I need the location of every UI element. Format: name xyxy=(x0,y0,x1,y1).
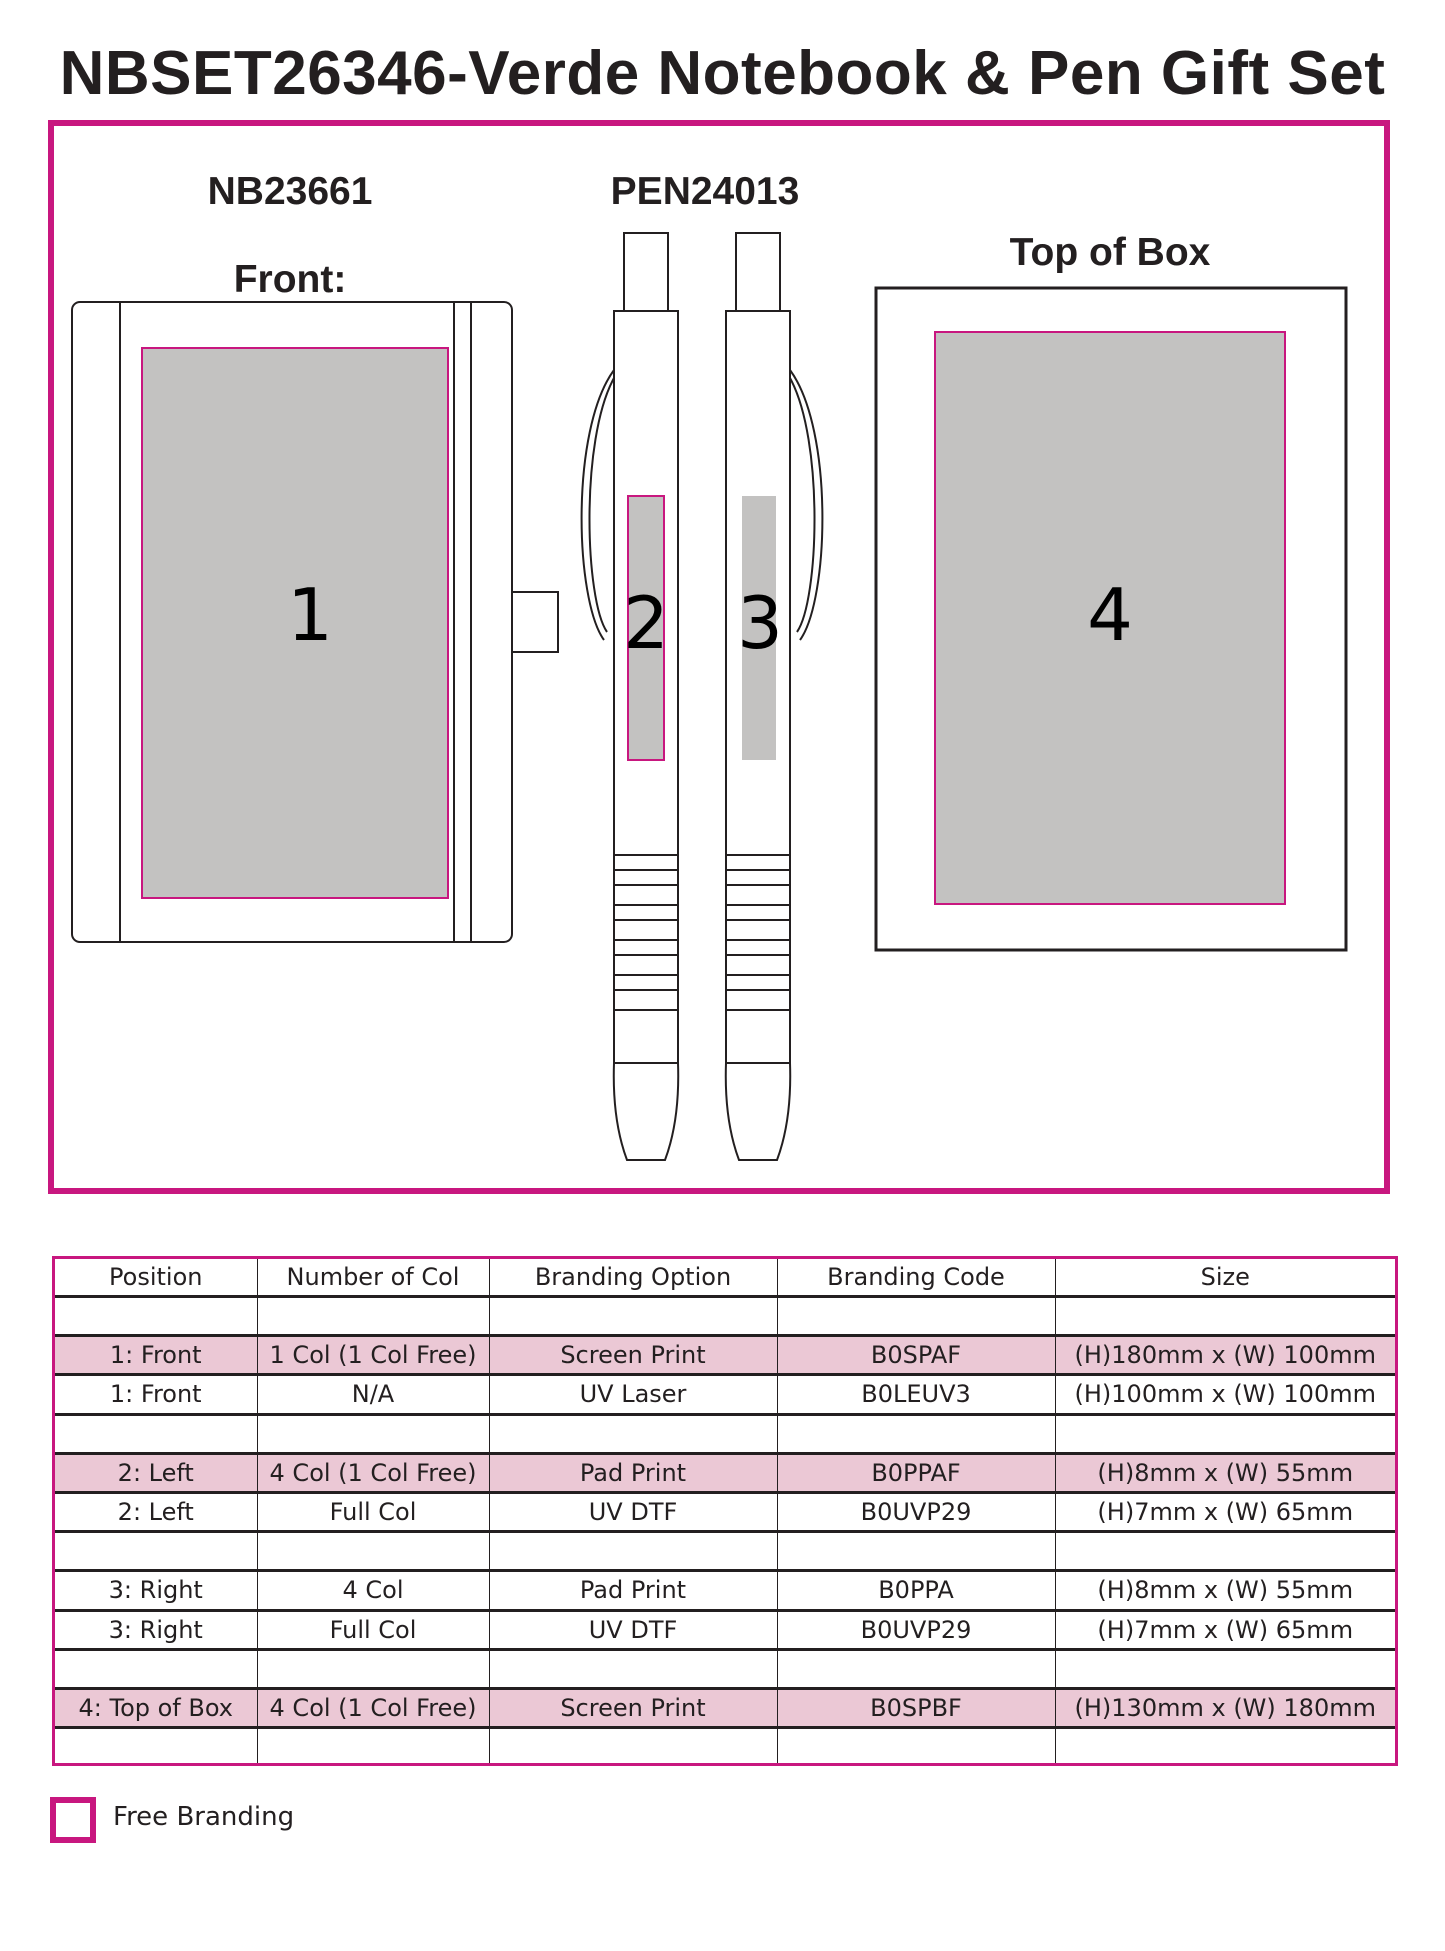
page-title: NBSET26346-Verde Notebook & Pen Gift Set xyxy=(59,39,1386,108)
table-cell: B0UVP29 xyxy=(777,1610,1055,1649)
table-cell: (H)8mm x (W) 55mm xyxy=(1055,1453,1395,1492)
table-cell xyxy=(1055,1414,1395,1453)
column-header: Branding Code xyxy=(777,1259,1055,1297)
table-cell: B0LEUV3 xyxy=(777,1375,1055,1414)
branding-options-table xyxy=(55,1259,1395,1765)
column-header: Number of Col xyxy=(257,1259,489,1297)
table-cell: (H)7mm x (W) 65mm xyxy=(1055,1492,1395,1531)
table-row xyxy=(55,1453,1395,1492)
table-cell xyxy=(777,1297,1055,1336)
table-cell: 4 Col xyxy=(257,1571,489,1610)
table-cell: (H)130mm x (W) 180mm xyxy=(1055,1688,1395,1727)
table-cell xyxy=(777,1414,1055,1453)
table-cell xyxy=(257,1297,489,1336)
table-cell: 4 Col (1 Col Free) xyxy=(257,1688,489,1727)
free-branding-label: Free Branding xyxy=(113,1802,295,1832)
table-row xyxy=(55,1610,1395,1649)
table-cell: B0UVP29 xyxy=(777,1492,1055,1531)
branding-options-table-frame xyxy=(52,1256,1398,1766)
table-cell: B0PPAF xyxy=(777,1453,1055,1492)
position-number-3: 3 xyxy=(737,581,783,665)
table-cell: Screen Print xyxy=(489,1336,777,1375)
table-cell: (H)7mm x (W) 65mm xyxy=(1055,1610,1395,1649)
box-label-heading: Top of Box xyxy=(1009,231,1211,274)
table-row xyxy=(55,1492,1395,1531)
position-number-2: 2 xyxy=(623,581,669,665)
table-cell: Full Col xyxy=(257,1610,489,1649)
table-cell: 1: Front xyxy=(55,1375,257,1414)
table-body xyxy=(55,1297,1395,1766)
table-cell: 3: Right xyxy=(55,1610,257,1649)
table-cell: Screen Print xyxy=(489,1688,777,1727)
table-cell xyxy=(489,1649,777,1688)
table-cell xyxy=(777,1649,1055,1688)
table-cell: (H)100mm x (W) 100mm xyxy=(1055,1375,1395,1414)
table-cell: B0SPAF xyxy=(777,1336,1055,1375)
table-cell xyxy=(489,1728,777,1766)
table-cell xyxy=(257,1728,489,1766)
table-cell: 2: Left xyxy=(55,1453,257,1492)
table-cell: 4 Col (1 Col Free) xyxy=(257,1453,489,1492)
table-cell xyxy=(257,1414,489,1453)
table-cell: (H)8mm x (W) 55mm xyxy=(1055,1571,1395,1610)
pen-code-heading: PEN24013 xyxy=(610,170,800,213)
position-number-4: 4 xyxy=(1087,573,1133,657)
table-cell xyxy=(55,1532,257,1571)
table-row xyxy=(55,1336,1395,1375)
column-header: Position xyxy=(55,1259,257,1297)
column-header: Branding Option xyxy=(489,1259,777,1297)
free-branding-swatch xyxy=(50,1797,96,1843)
table-row xyxy=(55,1728,1395,1766)
table-row xyxy=(55,1532,1395,1571)
table-cell xyxy=(1055,1532,1395,1571)
table-row xyxy=(55,1649,1395,1688)
table-cell: UV DTF xyxy=(489,1610,777,1649)
table-cell: N/A xyxy=(257,1375,489,1414)
table-cell: Pad Print xyxy=(489,1571,777,1610)
table-cell xyxy=(1055,1728,1395,1766)
table-row xyxy=(55,1688,1395,1727)
table-cell: Pad Print xyxy=(489,1453,777,1492)
table-cell xyxy=(777,1728,1055,1766)
table-cell: 3: Right xyxy=(55,1571,257,1610)
table-cell: UV DTF xyxy=(489,1492,777,1531)
table-row xyxy=(55,1414,1395,1453)
position-number-1: 1 xyxy=(287,573,333,657)
column-header: Size xyxy=(1055,1259,1395,1297)
table-cell: 1 Col (1 Col Free) xyxy=(257,1336,489,1375)
table-cell xyxy=(257,1649,489,1688)
table-cell: B0PPA xyxy=(777,1571,1055,1610)
table-cell: B0SPBF xyxy=(777,1688,1055,1727)
table-cell xyxy=(55,1649,257,1688)
table-cell: 4: Top of Box xyxy=(55,1688,257,1727)
table-cell: UV Laser xyxy=(489,1375,777,1414)
table-row xyxy=(55,1297,1395,1336)
table-cell: Full Col xyxy=(257,1492,489,1531)
table-cell xyxy=(257,1532,489,1571)
notebook-code-heading: NB23661 xyxy=(207,170,373,213)
table-cell xyxy=(55,1297,257,1336)
table-cell xyxy=(55,1414,257,1453)
table-cell xyxy=(55,1728,257,1766)
table-cell: 1: Front xyxy=(55,1336,257,1375)
table-cell xyxy=(777,1532,1055,1571)
table-cell xyxy=(1055,1297,1395,1336)
table-cell: 2: Left xyxy=(55,1492,257,1531)
table-row xyxy=(55,1571,1395,1610)
table-cell xyxy=(1055,1649,1395,1688)
table-cell xyxy=(489,1297,777,1336)
table-cell xyxy=(489,1532,777,1571)
notebook-side-heading: Front: xyxy=(233,258,347,301)
table-cell: (H)180mm x (W) 100mm xyxy=(1055,1336,1395,1375)
table-cell xyxy=(489,1414,777,1453)
table-header-row xyxy=(55,1259,1395,1297)
table-row xyxy=(55,1375,1395,1414)
